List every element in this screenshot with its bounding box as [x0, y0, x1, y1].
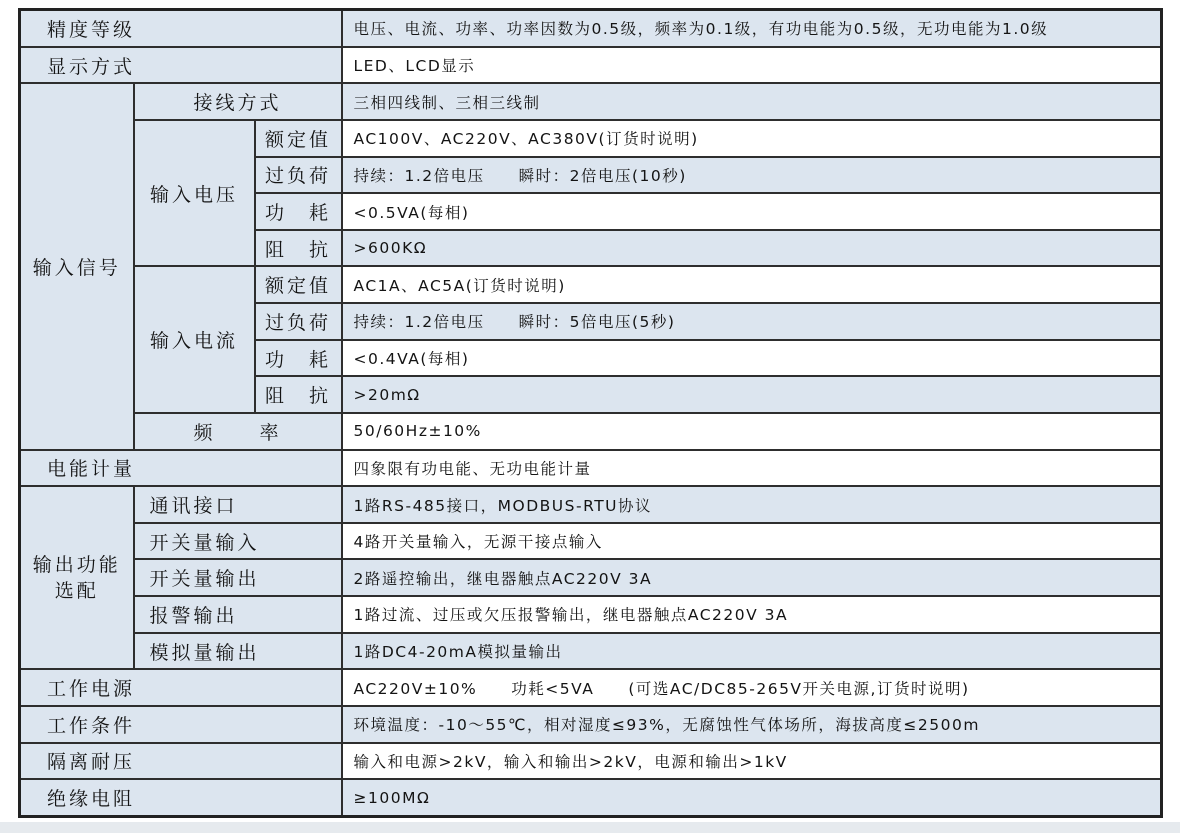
- table-row: [20, 10, 1162, 47]
- frequency-value: 50/60Hz±10%: [342, 413, 1162, 450]
- energy-metering-label: 电能计量: [20, 450, 342, 487]
- table-row: [20, 596, 1162, 633]
- table-row: [20, 633, 1162, 670]
- table-row: [20, 706, 1162, 743]
- current-rated-value: AC1A、AC5A(订货时说明): [342, 266, 1162, 303]
- page-bottom-strip: [0, 822, 1180, 833]
- table-row: [20, 83, 1162, 120]
- energy-metering-value: 四象限有功电能、无功电能计量: [342, 450, 1162, 487]
- output-options-label-line1: 输出功能: [32, 553, 121, 576]
- voltage-rated-value: AC100V、AC220V、AC380V(订货时说明): [342, 120, 1162, 157]
- table-row: [20, 779, 1162, 816]
- voltage-overload-value: 持续：1.2倍电压 瞬时：2倍电压(10秒): [342, 157, 1162, 194]
- table-row: [20, 413, 1162, 450]
- current-impedance-label: 阻 抗: [255, 376, 342, 413]
- alarm-output-value: 1路过流、过压或欠压报警输出，继电器触点AC220V 3A: [342, 596, 1162, 633]
- switch-input-value: 4路开关量输入，无源干接点输入: [342, 523, 1162, 560]
- voltage-impedance-label: 阻 抗: [255, 230, 342, 267]
- input-signal-label: 输入信号: [20, 83, 134, 449]
- switch-output-label: 开关量输出: [134, 559, 342, 596]
- voltage-consumption-value: <0.5VA(每相): [342, 193, 1162, 230]
- table-row: [20, 47, 1162, 84]
- current-consumption-label: 功 耗: [255, 340, 342, 377]
- voltage-overload-label: 过负荷: [255, 157, 342, 194]
- output-options-label: [20, 486, 134, 669]
- table-row: [20, 559, 1162, 596]
- isolation-voltage-label: 隔离耐压: [20, 743, 342, 780]
- table-row: [20, 120, 1162, 157]
- accuracy-label: 精度等级: [20, 10, 342, 47]
- table-row: [20, 450, 1162, 487]
- current-overload-label: 过负荷: [255, 303, 342, 340]
- current-overload-value: 持续：1.2倍电压 瞬时：5倍电压(5秒): [342, 303, 1162, 340]
- frequency-label: 频 率: [134, 413, 342, 450]
- working-conditions-value: 环境温度：-10～55℃，相对湿度≤93%，无腐蚀性气体场所，海拔高度≤2500m: [342, 706, 1162, 743]
- analog-output-label: 模拟量输出: [134, 633, 342, 670]
- comm-value: 1路RS-485接口，MODBUS-RTU协议: [342, 486, 1162, 523]
- table-row: [20, 743, 1162, 780]
- voltage-impedance-value: >600KΩ: [342, 230, 1162, 267]
- analog-output-value: 1路DC4-20mA模拟量输出: [342, 633, 1162, 670]
- insulation-resistance-value: ≥100MΩ: [342, 779, 1162, 816]
- display-label: 显示方式: [20, 47, 342, 84]
- table-row: [20, 486, 1162, 523]
- insulation-resistance-label: 绝缘电阻: [20, 779, 342, 816]
- wiring-label: 接线方式: [134, 83, 342, 120]
- switch-output-value: 2路遥控输出，继电器触点AC220V 3A: [342, 559, 1162, 596]
- alarm-output-label: 报警输出: [134, 596, 342, 633]
- spec-table: [18, 8, 1163, 818]
- table-row: [20, 266, 1162, 303]
- wiring-value: 三相四线制、三相三线制: [342, 83, 1162, 120]
- table-row: [20, 523, 1162, 560]
- current-rated-label: 额定值: [255, 266, 342, 303]
- power-supply-label: 工作电源: [20, 669, 342, 706]
- accuracy-value: 电压、电流、功率、功率因数为0.5级，频率为0.1级，有功电能为0.5级，无功电能为1.0级: [342, 10, 1162, 47]
- voltage-consumption-label: 功 耗: [255, 193, 342, 230]
- table-row: [20, 669, 1162, 706]
- working-conditions-label: 工作条件: [20, 706, 342, 743]
- comm-label: 通讯接口: [134, 486, 342, 523]
- current-impedance-value: >20mΩ: [342, 376, 1162, 413]
- power-supply-value: AC220V±10% 功耗<5VA (可选AC/DC85-265V开关电源,订货时说明): [342, 669, 1162, 706]
- voltage-rated-label: 额定值: [255, 120, 342, 157]
- isolation-voltage-value: 输入和电源>2kV，输入和输出>2kV，电源和输出>1kV: [342, 743, 1162, 780]
- current-consumption-value: <0.4VA(每相): [342, 340, 1162, 377]
- output-options-label-line2: 选配: [54, 579, 99, 602]
- switch-input-label: 开关量输入: [134, 523, 342, 560]
- display-value: LED、LCD显示: [342, 47, 1162, 84]
- input-voltage-label: 输入电压: [134, 120, 255, 267]
- input-current-label: 输入电流: [134, 266, 255, 413]
